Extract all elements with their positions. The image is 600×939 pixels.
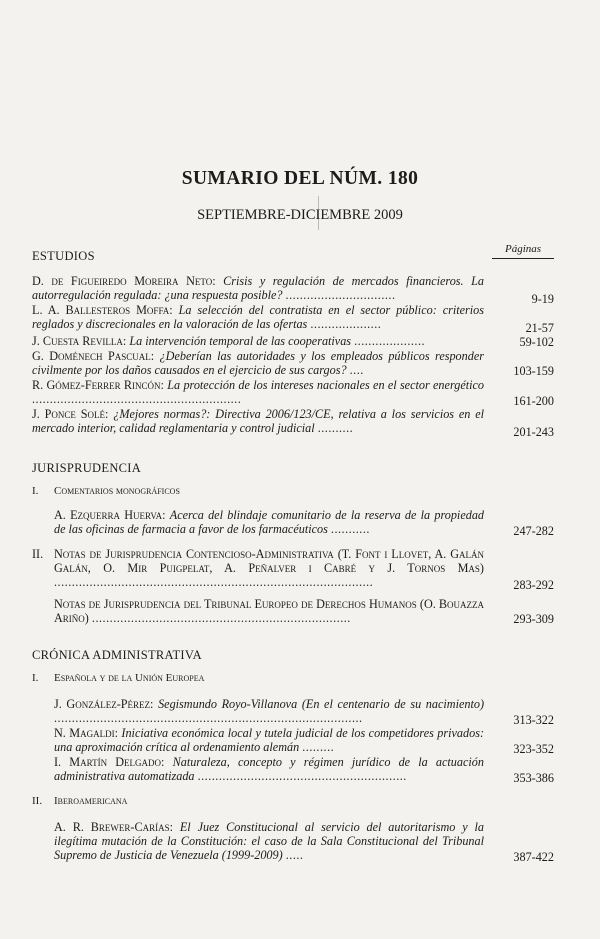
toc-entry[interactable]: N. Magaldi: Iniciativa económica local y tutela judicial de los competidores privados: una aproximación crítica al ordenamiento alemán ......... (54, 726, 485, 755)
toc-entry[interactable]: I. Martín Delgado: Naturaleza, concepto y régimen jurídico de la actuación administrativa automatizada ........................................................... (54, 755, 484, 784)
page-title: SUMARIO DEL NÚM. 180 (181, 168, 419, 189)
section-jurisprudencia: JURISPRUDENCIA (32, 461, 142, 475)
page-range: 293-309 (513, 612, 554, 626)
page-subtitle: SEPTIEMBRE-DICIEMBRE 2009 (197, 207, 403, 223)
subsection-heading: I. Comentarios monográficos (32, 485, 180, 497)
toc-entry[interactable]: Notas de Jurisprudencia del Tribunal Europeo de Derechos Humanos (O. Bouazza Ariño) ......................................................................... (54, 597, 484, 626)
page-range: 201-243 (513, 425, 554, 439)
subsection-heading: II. (32, 547, 44, 561)
toc-entry[interactable]: D. de Figueiredo Moreira Neto: Crisis y regulación de mercados financieros. La autorregulación regulada: ¿una respuesta posible? ............................... (32, 274, 484, 303)
page-range: 161-200 (513, 394, 554, 408)
subsection-heading: II. Iberoamericana (32, 795, 128, 807)
toc-entry[interactable]: J. González-Pérez: Segismundo Royo-Villanova (En el centenario de su nacimiento) ....................................................................................... (54, 697, 485, 726)
subsection-heading: I. Española y de la Unión Europea (32, 672, 205, 684)
toc-entry[interactable]: R. Gómez-Ferrer Rincón: La protección de los intereses nacionales en el sector energético ........................................................... (32, 378, 485, 407)
page-range: 247-282 (513, 524, 554, 538)
page-range: 283-292 (513, 578, 554, 592)
page-range: 21-57 (525, 321, 554, 335)
page-range: 313-322 (513, 713, 554, 727)
toc-entry[interactable]: G. Doménech Pascual: ¿Deberían las autoridades y los empleados públicos responder civilmente por los daños causados en el ejercicio de sus cargos? .... (32, 349, 484, 378)
toc-entry[interactable]: J. Ponce Solé: ¿Mejores normas?: Directiva 2006/123/CE, relativa a los servicios en el mercado interior, calidad reglamentaria y control judicial .......... (32, 407, 485, 436)
toc-entry[interactable]: A. Ezquerra Huerva: Acerca del blindaje comunitario de la reserva de la propiedad de las oficinas de farmacia a favor de los farmacéuticos ........... (54, 508, 485, 537)
page-range: 59-102 (519, 335, 554, 349)
toc-entry[interactable]: L. A. Ballesteros Moffa: La selección del contratista en el sector público: criterios reglados y discrecionales en la valoración de las ofertas .................... (32, 303, 484, 332)
toc-entry[interactable]: J. Cuesta Revilla: La intervención temporal de las cooperativas .................... (32, 334, 426, 348)
page-range: 323-352 (513, 742, 554, 756)
page-range: 103-159 (513, 364, 554, 378)
page-range: 353-386 (513, 771, 554, 785)
page-range: 387-422 (513, 850, 554, 864)
section-cronica: CRÓNICA ADMINISTRATIVA (32, 648, 202, 662)
page-range: 9-19 (531, 292, 554, 306)
toc-entry[interactable]: Notas de Jurisprudencia Contencioso-Administrativa (T. Font i Llovet, A. Galán Galán, O. Mir Puigpelat, A. Peñalver i Cabré y J. Tornos Mas) .......................................................................................... (54, 547, 484, 590)
toc-entry[interactable]: A. R. Brewer-Carías: El Juez Constitucional al servicio del autoritarismo y la ilegítima mutación de la Constitución: el caso de la Sala Constitucional del Tribunal Supremo de Justicia de Venezuela (1999-2009) ..... (54, 820, 484, 863)
pages-column-label: Páginas (492, 243, 554, 259)
section-estudios: ESTUDIOS (32, 249, 95, 263)
